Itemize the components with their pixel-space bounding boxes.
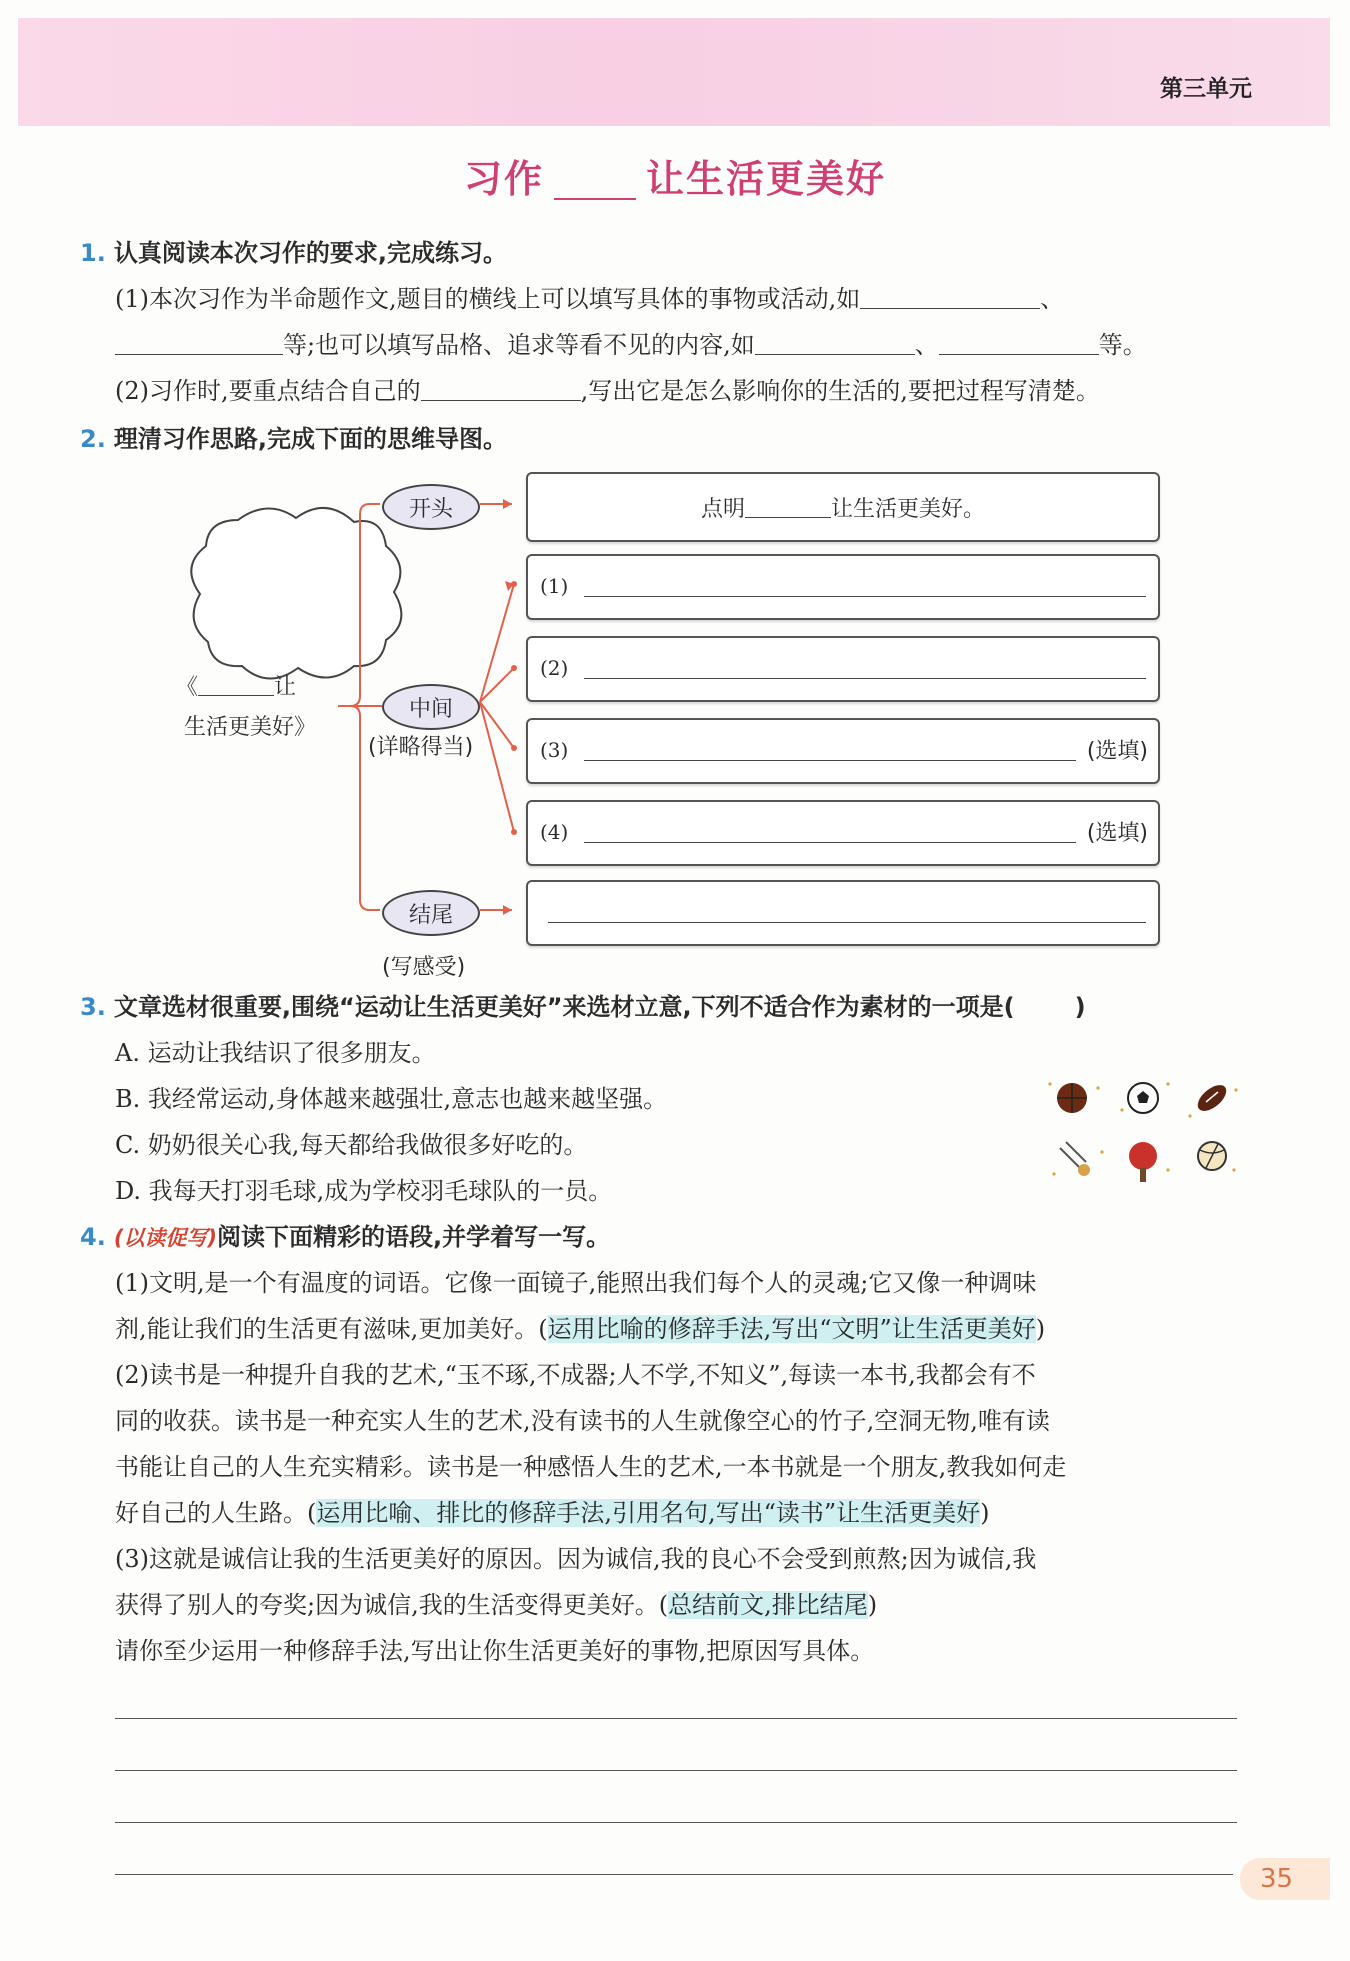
center-topic-line1 [176, 670, 296, 701]
q4-l2-note: 运用比喻的修辞手法,写出“文明”让生活更美好 [547, 1315, 1036, 1343]
box-start-b: 让生活更美好。 [831, 497, 986, 522]
q3-option-c: C. 奶奶很关心我,每天都给我做很多好吃的。 [115, 1131, 588, 1159]
answer-line[interactable] [584, 596, 1146, 597]
page-title [0, 148, 1350, 203]
box-end [526, 880, 1160, 946]
center-rang: 让 [274, 675, 297, 700]
center-cloud [191, 508, 401, 679]
page-number: 35 [1240, 1858, 1330, 1900]
answer-blank[interactable] [421, 374, 581, 401]
writing-line-2[interactable] [115, 1770, 1237, 1771]
header-band [18, 18, 1330, 126]
q4-line8 [115, 1582, 877, 1628]
q1-line3 [115, 368, 1100, 414]
answer-blank[interactable] [115, 328, 283, 355]
q3-text: 文章选材很重要,围绕“运动让生活更美好”来选材立意,下列不适合作为素材的一项是( [113, 993, 1015, 1021]
box-middle-2 [526, 636, 1160, 702]
optional-label: (选填) [1086, 821, 1148, 846]
q4-l8-end: ) [867, 1591, 878, 1619]
volleyball-icon [1198, 1142, 1226, 1170]
answer-blank[interactable] [860, 282, 1040, 309]
q1-p2b: ,写出它是怎么影响你的生活的,要把过程写清楚。 [580, 377, 1100, 405]
box-middle-1 [526, 554, 1160, 620]
q4-l8-note: 总结前文,排比结尾 [668, 1591, 868, 1619]
answer-blank[interactable] [745, 495, 831, 518]
mind-map [150, 462, 1200, 982]
box-middle-4 [526, 800, 1160, 866]
q4-l8: 获得了别人的夸奖;因为诚信,我的生活变得更美好。( [115, 1591, 669, 1619]
box-middle-3 [526, 718, 1160, 784]
writing-line-1[interactable] [115, 1718, 1237, 1719]
q3-stem [80, 984, 1086, 1030]
writing-line-3[interactable] [115, 1822, 1237, 1823]
box-start [526, 472, 1160, 542]
q1-p2a: (2)习作时,要重点结合自己的 [115, 377, 421, 405]
answer-blank[interactable] [198, 673, 274, 696]
q4-line3: (2)读书是一种提升自我的艺术,“玉不琢,不成器;人不学,不知义”,每读一本书,我都会有不 [115, 1361, 1036, 1389]
q4-line2 [115, 1306, 1045, 1352]
q4-l6: 好自己的人生路。( [115, 1499, 317, 1527]
answer-blank[interactable] [939, 328, 1099, 355]
answer-blank[interactable] [755, 328, 915, 355]
box-start-text [528, 492, 1158, 523]
soccer-ball-icon [1128, 1083, 1158, 1113]
optional-label: (选填) [1086, 739, 1148, 764]
q4-line5: 书能让自己的人生充实精彩。读书是一种感悟人生的艺术,一本书就是一个朋友,教我如何走 [115, 1453, 1067, 1481]
q4-prompt: 请你至少运用一种修辞手法,写出让你生活更美好的事物,把原因写具体。 [115, 1637, 875, 1665]
item-label: (3) [540, 738, 569, 762]
q3-option-b: B. 我经常运动,身体越来越强壮,意志也越来越坚强。 [115, 1085, 668, 1113]
q4-text: 阅读下面精彩的语段,并学着写一写。 [217, 1223, 611, 1251]
node-end: 结尾 [382, 890, 480, 936]
q4-l2: 剂,能让我们的生活更有滋味,更加美好。( [115, 1315, 548, 1343]
q4-l6-end: ) [980, 1499, 990, 1527]
answer-line[interactable] [584, 678, 1146, 679]
q4-line6 [115, 1490, 990, 1536]
rugby-ball-icon [1193, 1080, 1231, 1116]
answer-line[interactable] [548, 922, 1146, 923]
q2-stem [80, 416, 507, 462]
q4-tag: (以读促写) [113, 1226, 218, 1250]
q4-line1: (1)文明,是一个有温度的词语。它像一面镜子,能照出我们每个人的灵魂;它又像一种调味 [115, 1269, 1037, 1297]
answer-line[interactable] [584, 842, 1076, 843]
node-end-note: (写感受) [382, 955, 466, 980]
node-start: 开头 [382, 484, 480, 530]
q1-text: 认真阅读本次习作的要求,完成练习。 [113, 239, 507, 267]
q1-p1c: 等。 [1098, 331, 1147, 359]
q4-l2-end: ) [1035, 1315, 1046, 1343]
shuttlecock-icon [1060, 1142, 1090, 1176]
q1-line2 [115, 322, 1147, 368]
title-blank[interactable] [554, 162, 636, 200]
item-label: (1) [540, 574, 569, 598]
title-left: 习作 [463, 157, 544, 201]
q1-line1 [115, 276, 1064, 322]
title-right: 让生活更美好 [646, 157, 887, 201]
q4-line7: (3)这就是诚信让我的生活更美好的原因。因为诚信,我的良心不会受到煎熬;因为诚信,我 [115, 1545, 1037, 1573]
sep: 、 [914, 331, 939, 359]
q4-number: 4. [80, 1223, 106, 1251]
q4-stem [80, 1214, 610, 1261]
unit-label: 第三单元 [1160, 76, 1252, 102]
item-label: (4) [540, 820, 569, 844]
center-topic-line2: 生活更美好》 [184, 715, 317, 740]
q4-l6-note: 运用比喻、排比的修辞手法,引用名句,写出“读书”让生活更美好 [316, 1499, 981, 1527]
basketball-icon [1057, 1083, 1087, 1113]
center-open: 《 [176, 675, 199, 700]
sep: 、 [1040, 285, 1065, 313]
q4-line4: 同的收获。读书是一种充实人生的艺术,没有读书的人生就像空心的竹子,空洞无物,唯有读 [115, 1407, 1050, 1435]
answer-line[interactable] [584, 760, 1076, 761]
node-middle: 中间 [382, 684, 480, 730]
q3-number: 3. [80, 993, 106, 1021]
q3-close: ) [1074, 993, 1086, 1021]
q2-number: 2. [80, 425, 106, 453]
q1-p1a: (1)本次习作为半命题作文,题目的横线上可以填写具体的事物或活动,如 [115, 285, 861, 313]
q1-number: 1. [80, 239, 106, 267]
ping-pong-paddle-icon [1129, 1142, 1157, 1182]
q1-p1b: 等;也可以填写品格、追求等看不见的内容,如 [283, 331, 755, 359]
sports-illustration [1040, 1070, 1240, 1190]
box-start-a: 点明 [700, 497, 745, 522]
q3-option-a: A. 运动让我结识了很多朋友。 [115, 1039, 436, 1067]
q2-text: 理清习作思路,完成下面的思维导图。 [113, 425, 507, 453]
item-label: (2) [540, 656, 569, 680]
node-middle-note: (详略得当) [368, 735, 474, 760]
q3-option-d: D. 我每天打羽毛球,成为学校羽毛球队的一员。 [115, 1177, 613, 1205]
q1-stem [80, 230, 507, 276]
writing-line-4[interactable] [115, 1874, 1233, 1875]
